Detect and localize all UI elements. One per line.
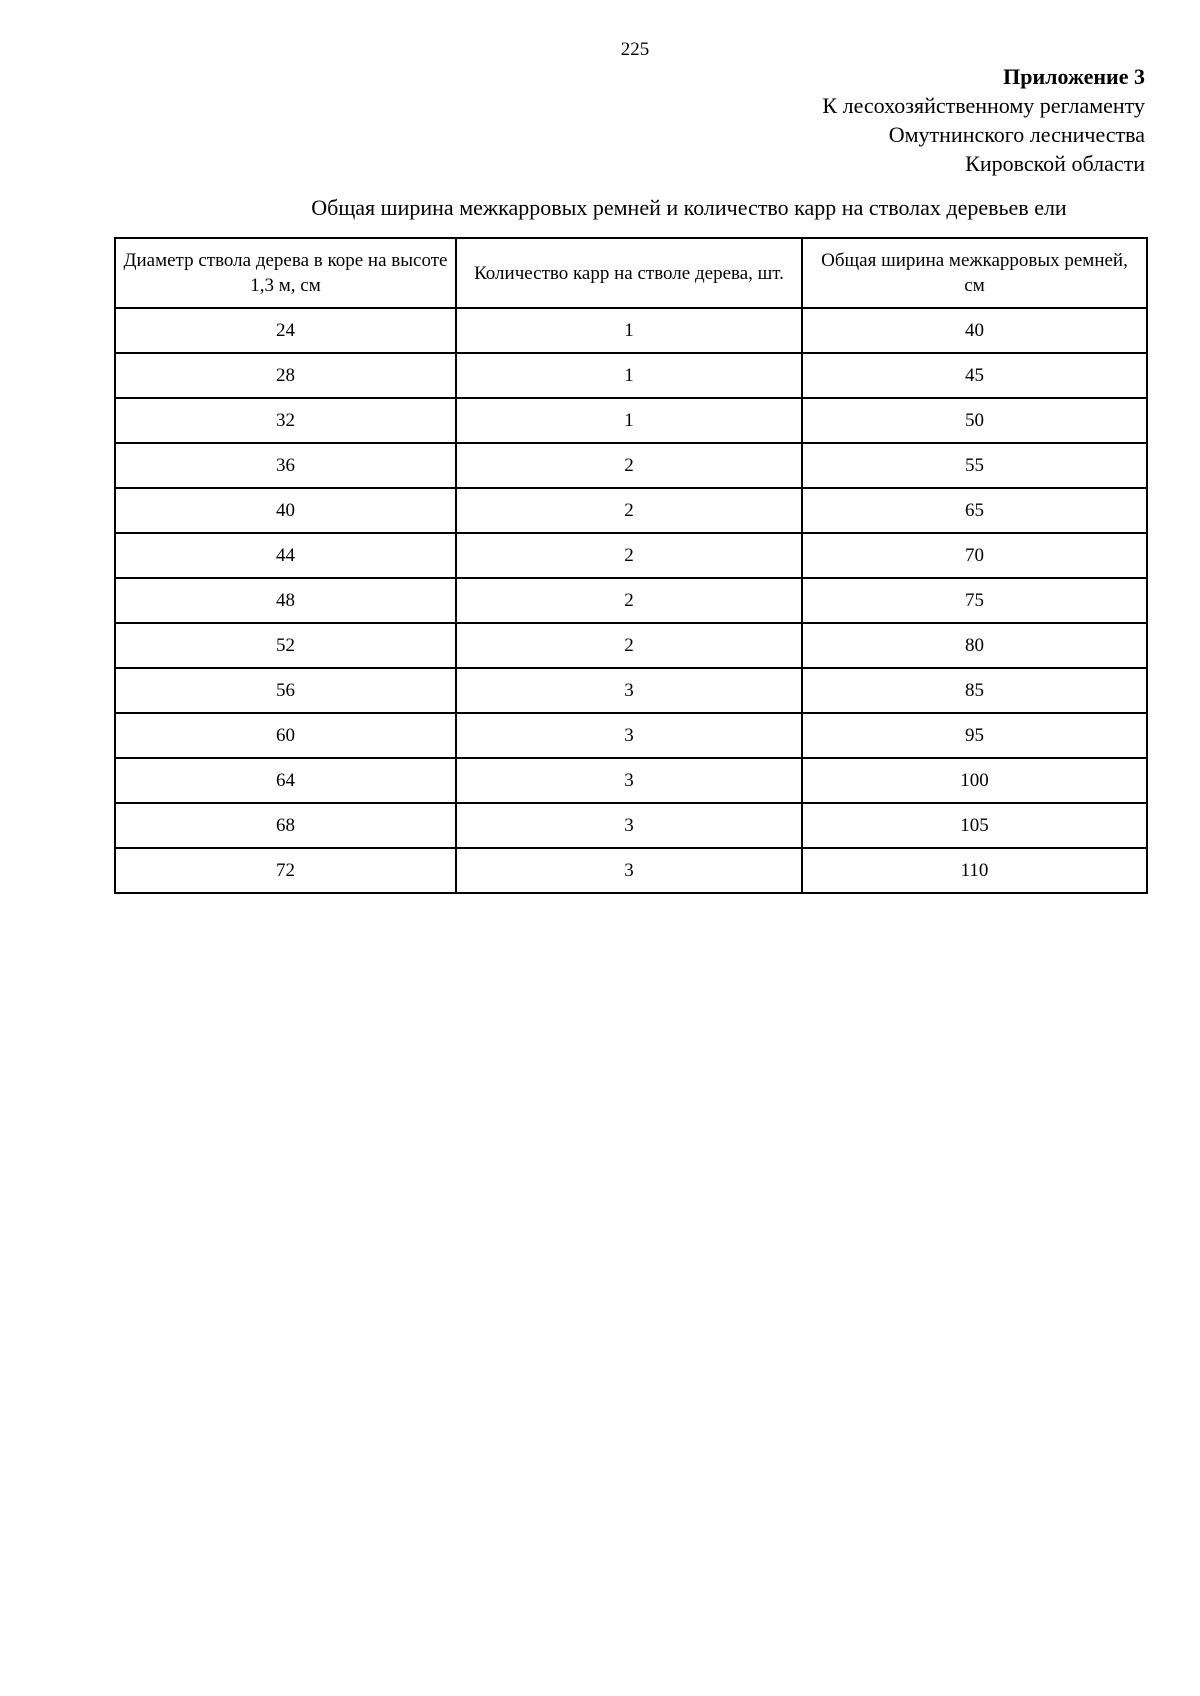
cell-count: 2 <box>456 623 802 668</box>
cell-width: 105 <box>802 803 1147 848</box>
cell-width: 110 <box>802 848 1147 893</box>
cell-width: 95 <box>802 713 1147 758</box>
table-row <box>115 623 1147 668</box>
cell-diameter: 32 <box>115 398 456 443</box>
table-row <box>115 713 1147 758</box>
cell-diameter: 44 <box>115 533 456 578</box>
cell-width: 75 <box>802 578 1147 623</box>
cell-diameter: 24 <box>115 308 456 353</box>
cell-diameter: 40 <box>115 488 456 533</box>
cell-diameter: 52 <box>115 623 456 668</box>
appendix-subtitle-line-3: Кировской области <box>965 151 1145 176</box>
cell-diameter: 48 <box>115 578 456 623</box>
table-row <box>115 578 1147 623</box>
cell-diameter: 64 <box>115 758 456 803</box>
table-row <box>115 668 1147 713</box>
cell-width: 65 <box>802 488 1147 533</box>
table-header-row <box>115 238 1147 308</box>
table-row <box>115 533 1147 578</box>
appendix-header <box>445 62 1145 178</box>
cell-count: 1 <box>456 353 802 398</box>
table-row <box>115 398 1147 443</box>
cell-width: 85 <box>802 668 1147 713</box>
column-header-diameter: Диаметр ствола дерева в коре на высоте 1,3 м, см <box>115 238 456 308</box>
appendix-title: Приложение 3 <box>1003 64 1145 89</box>
table-row <box>115 803 1147 848</box>
data-table <box>114 237 1148 894</box>
cell-width: 55 <box>802 443 1147 488</box>
cell-count: 2 <box>456 533 802 578</box>
cell-count: 3 <box>456 668 802 713</box>
cell-width: 70 <box>802 533 1147 578</box>
cell-count: 2 <box>456 578 802 623</box>
table-row <box>115 488 1147 533</box>
cell-count: 1 <box>456 308 802 353</box>
cell-count: 2 <box>456 443 802 488</box>
cell-count: 2 <box>456 488 802 533</box>
cell-width: 80 <box>802 623 1147 668</box>
table-row <box>115 758 1147 803</box>
table-row <box>115 353 1147 398</box>
cell-diameter: 56 <box>115 668 456 713</box>
cell-count: 1 <box>456 398 802 443</box>
cell-count: 3 <box>456 713 802 758</box>
cell-diameter: 68 <box>115 803 456 848</box>
column-header-count: Количество карр на стволе дерева, шт. <box>456 238 802 308</box>
cell-diameter: 28 <box>115 353 456 398</box>
cell-count: 3 <box>456 848 802 893</box>
appendix-subtitle-line-1: К лесохозяйственному регламенту <box>822 93 1145 118</box>
cell-diameter: 36 <box>115 443 456 488</box>
appendix-subtitle-line-2: Омутнинского лесничества <box>888 122 1145 147</box>
column-header-width: Общая ширина межкарровых ремней, см <box>802 238 1147 308</box>
cell-diameter: 72 <box>115 848 456 893</box>
table-row <box>115 443 1147 488</box>
cell-diameter: 60 <box>115 713 456 758</box>
cell-count: 3 <box>456 758 802 803</box>
cell-width: 100 <box>802 758 1147 803</box>
page-number: 225 <box>620 39 650 60</box>
table-row <box>115 848 1147 893</box>
table-title: Общая ширина межкарровых ремней и количество карр на стволах деревьев ели <box>311 195 1067 220</box>
cell-width: 40 <box>802 308 1147 353</box>
cell-count: 3 <box>456 803 802 848</box>
cell-width: 45 <box>802 353 1147 398</box>
cell-width: 50 <box>802 398 1147 443</box>
table-row <box>115 308 1147 353</box>
